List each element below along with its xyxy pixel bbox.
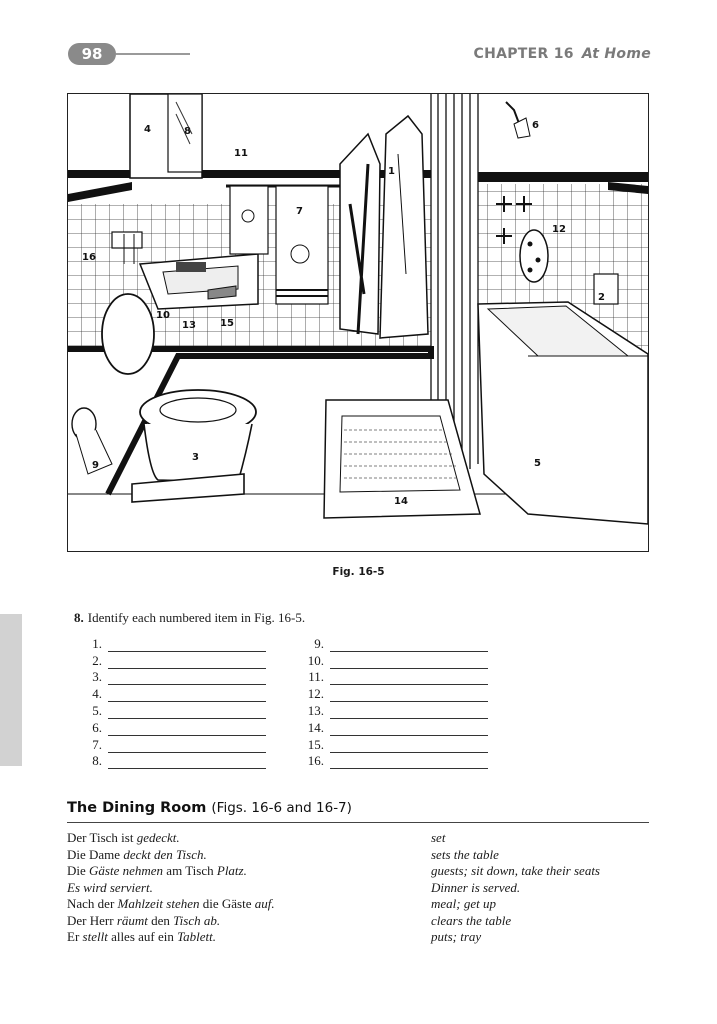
answer-row [297,652,488,669]
answer-row [297,669,488,686]
vocab-row [67,896,600,913]
answer-row [75,635,266,652]
answer-blank[interactable] [108,656,266,669]
vocab-german-segment: Tablett. [177,929,217,944]
answer-row [297,685,488,702]
callout-16: 16 [82,252,96,263]
vocab-german-segment: gedeckt. [136,830,180,845]
answer-row [75,753,266,770]
vocab-row [67,880,600,897]
vocab-row [67,913,600,930]
callout-1: 1 [388,166,395,177]
callout-14: 14 [394,496,408,507]
vocab-row [67,863,600,880]
vocab-german-segment: am Tisch [163,863,217,878]
vocab-german [67,929,431,946]
callout-15: 15 [220,318,234,329]
side-tab [0,614,22,766]
section-rule [67,822,649,823]
vocab-german-segment: Tisch ab. [173,912,221,928]
answer-blank[interactable] [330,672,488,685]
vocab-german [67,913,431,930]
exercise-prompt [74,610,305,626]
answer-row [75,669,266,686]
answer-blank[interactable] [108,672,266,685]
callout-12: 12 [552,224,566,235]
callout-3: 3 [192,452,199,463]
answer-column-left [75,635,266,769]
callout-8: 8 [184,126,191,137]
vocab-german-segment: Der Herr [67,912,117,928]
page-number-badge: 98 [68,43,116,65]
chapter-title: At Home [581,46,651,62]
vocab-german-segment: Die Dame [67,846,124,862]
answer-blank[interactable] [108,639,266,652]
bathroom-drawing [68,94,648,551]
callout-13: 13 [182,320,196,331]
answer-row [75,736,266,753]
answer-number: 15. [307,736,324,752]
callout-5: 5 [534,458,541,469]
header-rule [116,53,190,55]
callout-2: 2 [598,292,605,303]
vocab-german-segment: räumt [116,912,148,928]
callout-7: 7 [296,206,303,217]
answer-blank[interactable] [330,756,488,769]
answer-blank[interactable] [330,723,488,736]
callout-11: 11 [234,148,248,159]
vocab-german-segment: Die [67,863,90,878]
vocab-german [67,847,431,864]
exercise-number: 8. [74,610,84,625]
vocab-row [67,847,600,864]
answer-number: 7. [92,736,102,752]
vocab-row [67,929,600,946]
vocabulary-list [67,830,600,946]
answer-number: 16. [307,753,324,769]
vocab-german [67,880,431,897]
vocab-german-segment: die Gäste [199,896,255,911]
vocab-english: Dinner is served. [431,879,521,895]
answer-number: 14. [307,719,324,735]
bathroom-illustration [67,93,649,552]
chapter-label: CHAPTER 16 [473,46,574,62]
answer-row [297,719,488,736]
answer-blank[interactable] [330,706,488,719]
answer-row [75,719,266,736]
vocab-german-segment: auf. [254,896,275,911]
exercise-text: Identify each numbered item in Fig. 16-5. [87,610,306,625]
answer-number: 13. [307,702,324,718]
answer-number: 3. [92,669,102,685]
vocab-german [67,863,431,880]
answer-row [75,685,266,702]
answer-number: 2. [92,652,102,668]
answer-number: 12. [307,686,324,702]
answer-number: 11. [308,669,324,685]
vocab-english: guests; sit down, take their seats [431,863,600,878]
answer-blank[interactable] [330,740,488,753]
vocab-english: sets the table [431,846,499,862]
answer-row [297,753,488,770]
vocab-german-segment: Nach der [67,896,118,911]
vocab-german-segment: deckt den Tisch. [123,846,207,862]
answer-row [297,635,488,652]
vocab-german-segment: Platz. [216,863,247,878]
section-heading [67,800,352,816]
vocab-row [67,830,600,847]
answer-blank[interactable] [330,689,488,702]
vocab-english: set [431,830,446,845]
callout-4: 4 [144,124,151,135]
answer-blank[interactable] [330,656,488,669]
section-figs: (Figs. 16-6 and 16-7) [211,800,352,816]
callout-6: 6 [532,120,539,131]
callout-10: 10 [156,310,170,321]
vocab-german-segment: stellt [82,929,108,944]
section-title: The Dining Room [67,800,207,816]
answer-blank[interactable] [108,740,266,753]
vocab-german-segment: Es wird serviert. [67,879,153,895]
callout-9: 9 [92,460,99,471]
vocab-english: meal; get up [431,896,496,911]
vocab-german-segment: Mahlzeit stehen [117,896,200,911]
vocab-german-segment: alles auf ein [107,929,178,944]
vocab-german-segment: Der Tisch ist [67,830,137,845]
answer-number: 6. [92,719,102,735]
answer-blank[interactable] [108,706,266,719]
running-header [474,46,652,62]
answer-number: 5. [92,702,102,718]
vocab-german-segment: den [147,912,174,928]
answer-row [75,702,266,719]
answer-number: 1. [92,635,102,651]
vocab-german [67,830,431,847]
answer-number: 4. [92,686,102,702]
answer-column-right [297,635,488,769]
answer-row [297,702,488,719]
figure-caption: Fig. 16-5 [332,566,385,578]
vocab-german-segment: Er [67,929,83,944]
answer-blank[interactable] [108,723,266,736]
answer-blank[interactable] [330,639,488,652]
vocab-english: clears the table [431,912,512,928]
answer-number: 9. [314,635,324,651]
vocab-english: puts; tray [431,929,482,944]
answer-number: 8. [92,753,102,769]
answer-row [75,652,266,669]
answer-blank[interactable] [108,756,266,769]
answer-blank[interactable] [108,689,266,702]
answer-number: 10. [307,652,324,668]
answer-row [297,736,488,753]
vocab-german [67,896,431,913]
vocab-german-segment: Gäste nehmen [89,863,164,878]
